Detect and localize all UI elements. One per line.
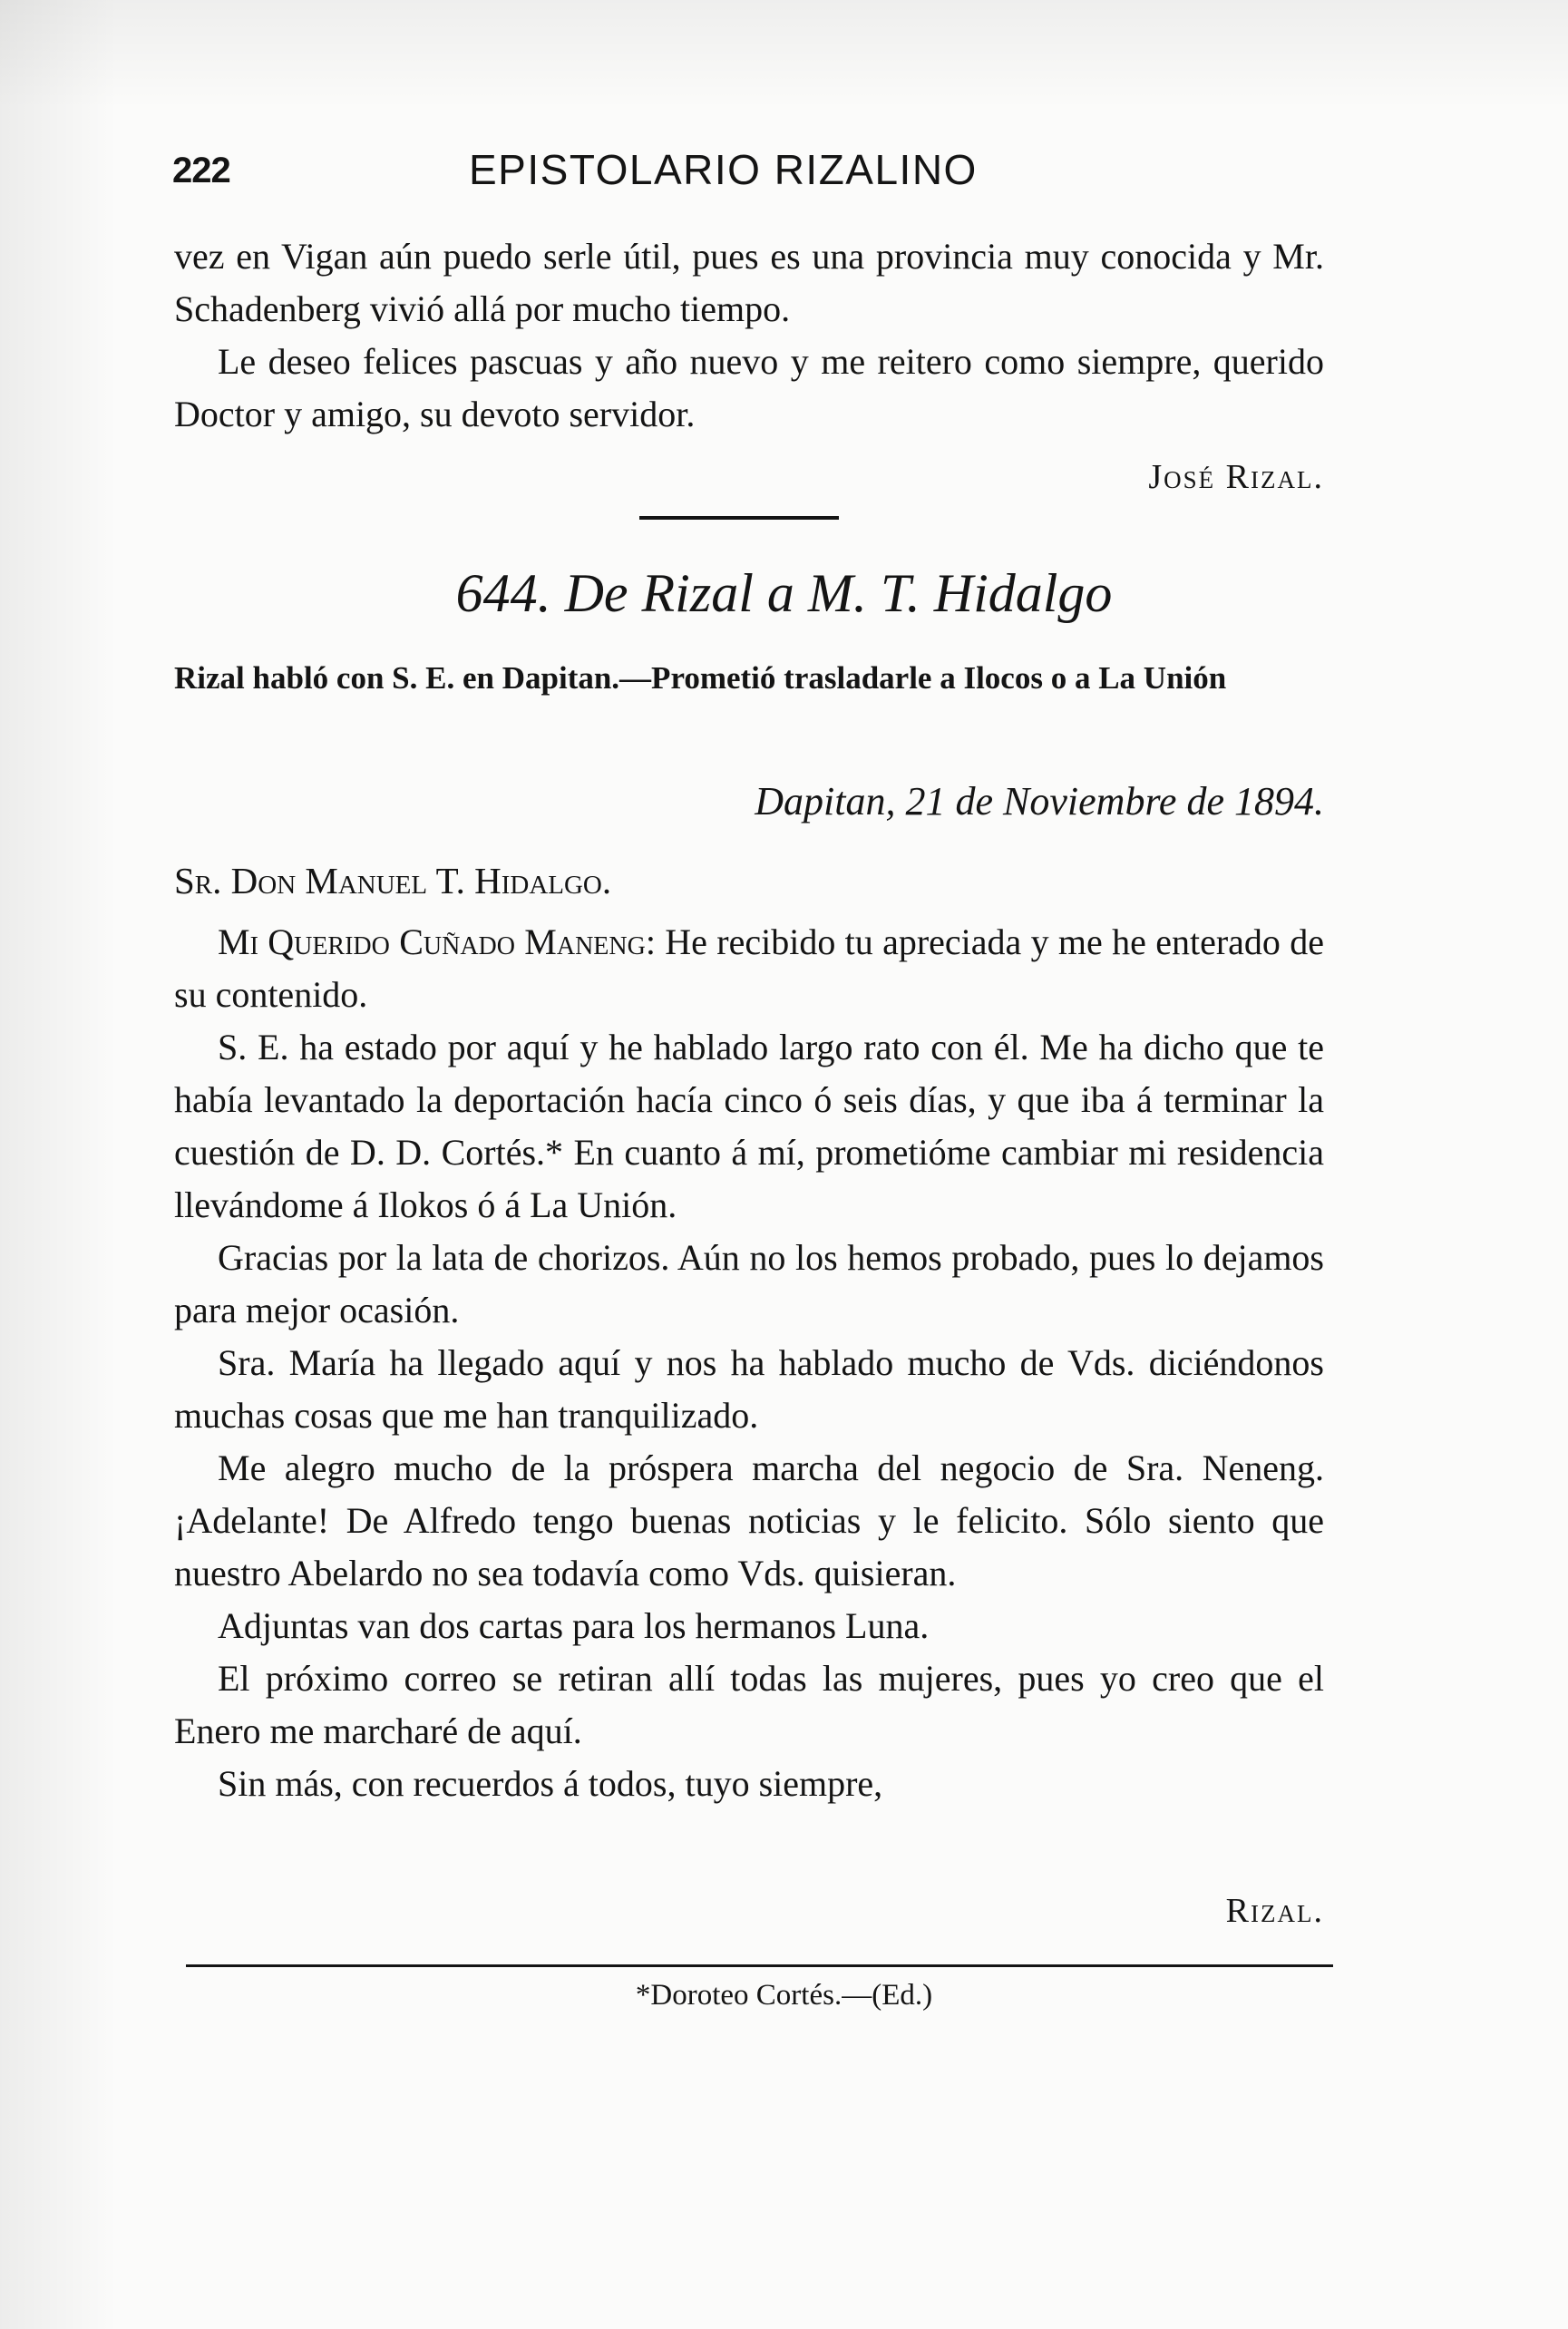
letter-signature-row: [174, 1891, 1324, 1945]
letter-paragraph-4: Sra. María ha llegado aquí y nos ha hablado mucho de Vds. diciéndonos muchas cosas que me han tranquilizado.: [174, 1342, 1324, 1436]
addressee-name: Sr. Don Manuel T. Hidalgo.: [174, 860, 612, 901]
previous-paragraph-2: Le deseo felices pascuas y año nuevo y me reitero como siempre, querido Doctor y amigo, su devoto servidor.: [174, 341, 1324, 434]
place-date: Dapitan, 21 de Noviembre de 1894.: [755, 779, 1324, 823]
scan-shadow-top: [0, 0, 1568, 109]
footnote-rule: [186, 1964, 1333, 1967]
page-header: [172, 145, 1324, 209]
page-number: 222: [172, 151, 230, 190]
letter-paragraph-5: Me alegro mucho de la próspera marcha del negocio de Sra. Neneng. ¡Adelante! De Alfredo tengo buenas noticias y le felicito. Sólo siento que nuestro Abelardo no sea todavía como Vds. quisieran.: [174, 1447, 1324, 1593]
letter-summary: Rizal habló con S. E. en Dapitan.—Prometió trasladarle a Ilocos o a La Unión: [174, 660, 1227, 696]
salutation: Mi Querido Cuñado Maneng:: [218, 921, 656, 962]
letter-paragraph-2: S. E. ha estado por aquí y he hablado largo rato con él. Me ha dicho que te había levantado la deportación hacía cinco ó seis días, y que iba á terminar la cuestión de D. D. Cortés.* En cuanto á mí, prometióme cambiar mi residencia llevándome á Ilokos ó á La Unión.: [174, 1027, 1324, 1225]
letter-paragraph-3: Gracias por la lata de chorizos. Aún no los hemos probado, pues lo dejamos para mejor ocasión.: [174, 1237, 1324, 1330]
letter-paragraph-6: Adjuntas van dos cartas para los hermanos Luna.: [218, 1605, 930, 1646]
letter-title: 644. De Rizal a M. T. Hidalgo: [455, 563, 1113, 623]
letter-signature: Rizal.: [1225, 1892, 1324, 1930]
letter-paragraph-8: Sin más, con recuerdos á todos, tuyo siempre,: [218, 1763, 883, 1804]
section-divider: [639, 516, 839, 520]
letter-paragraph-1: [174, 916, 1324, 1021]
running-title: EPISTOLARIO RIZALINO: [469, 146, 978, 193]
previous-signature-row: [174, 453, 1324, 508]
letter-paragraph-7: El próximo correo se retiran allí todas las mujeres, pues yo creo que el Enero me marcharé de aquí.: [174, 1658, 1324, 1751]
previous-paragraph-1: vez en Vigan aún puedo serle útil, pues es una provincia muy conocida y Mr. Schadenberg vivió allá por mucho tiempo.: [174, 236, 1324, 329]
letter-paragraph-1-text: He recibido tu apreciada y me he enterado de su contenido.: [174, 921, 1324, 1015]
footnote: *Doroteo Cortés.—(Ed.): [635, 1979, 933, 2012]
addressee: [174, 859, 611, 902]
letter-summary-block: [174, 655, 1324, 702]
previous-signature: José Rizal.: [1148, 458, 1324, 496]
letter-body: [174, 916, 1324, 1810]
previous-letter-text: [174, 230, 1324, 441]
